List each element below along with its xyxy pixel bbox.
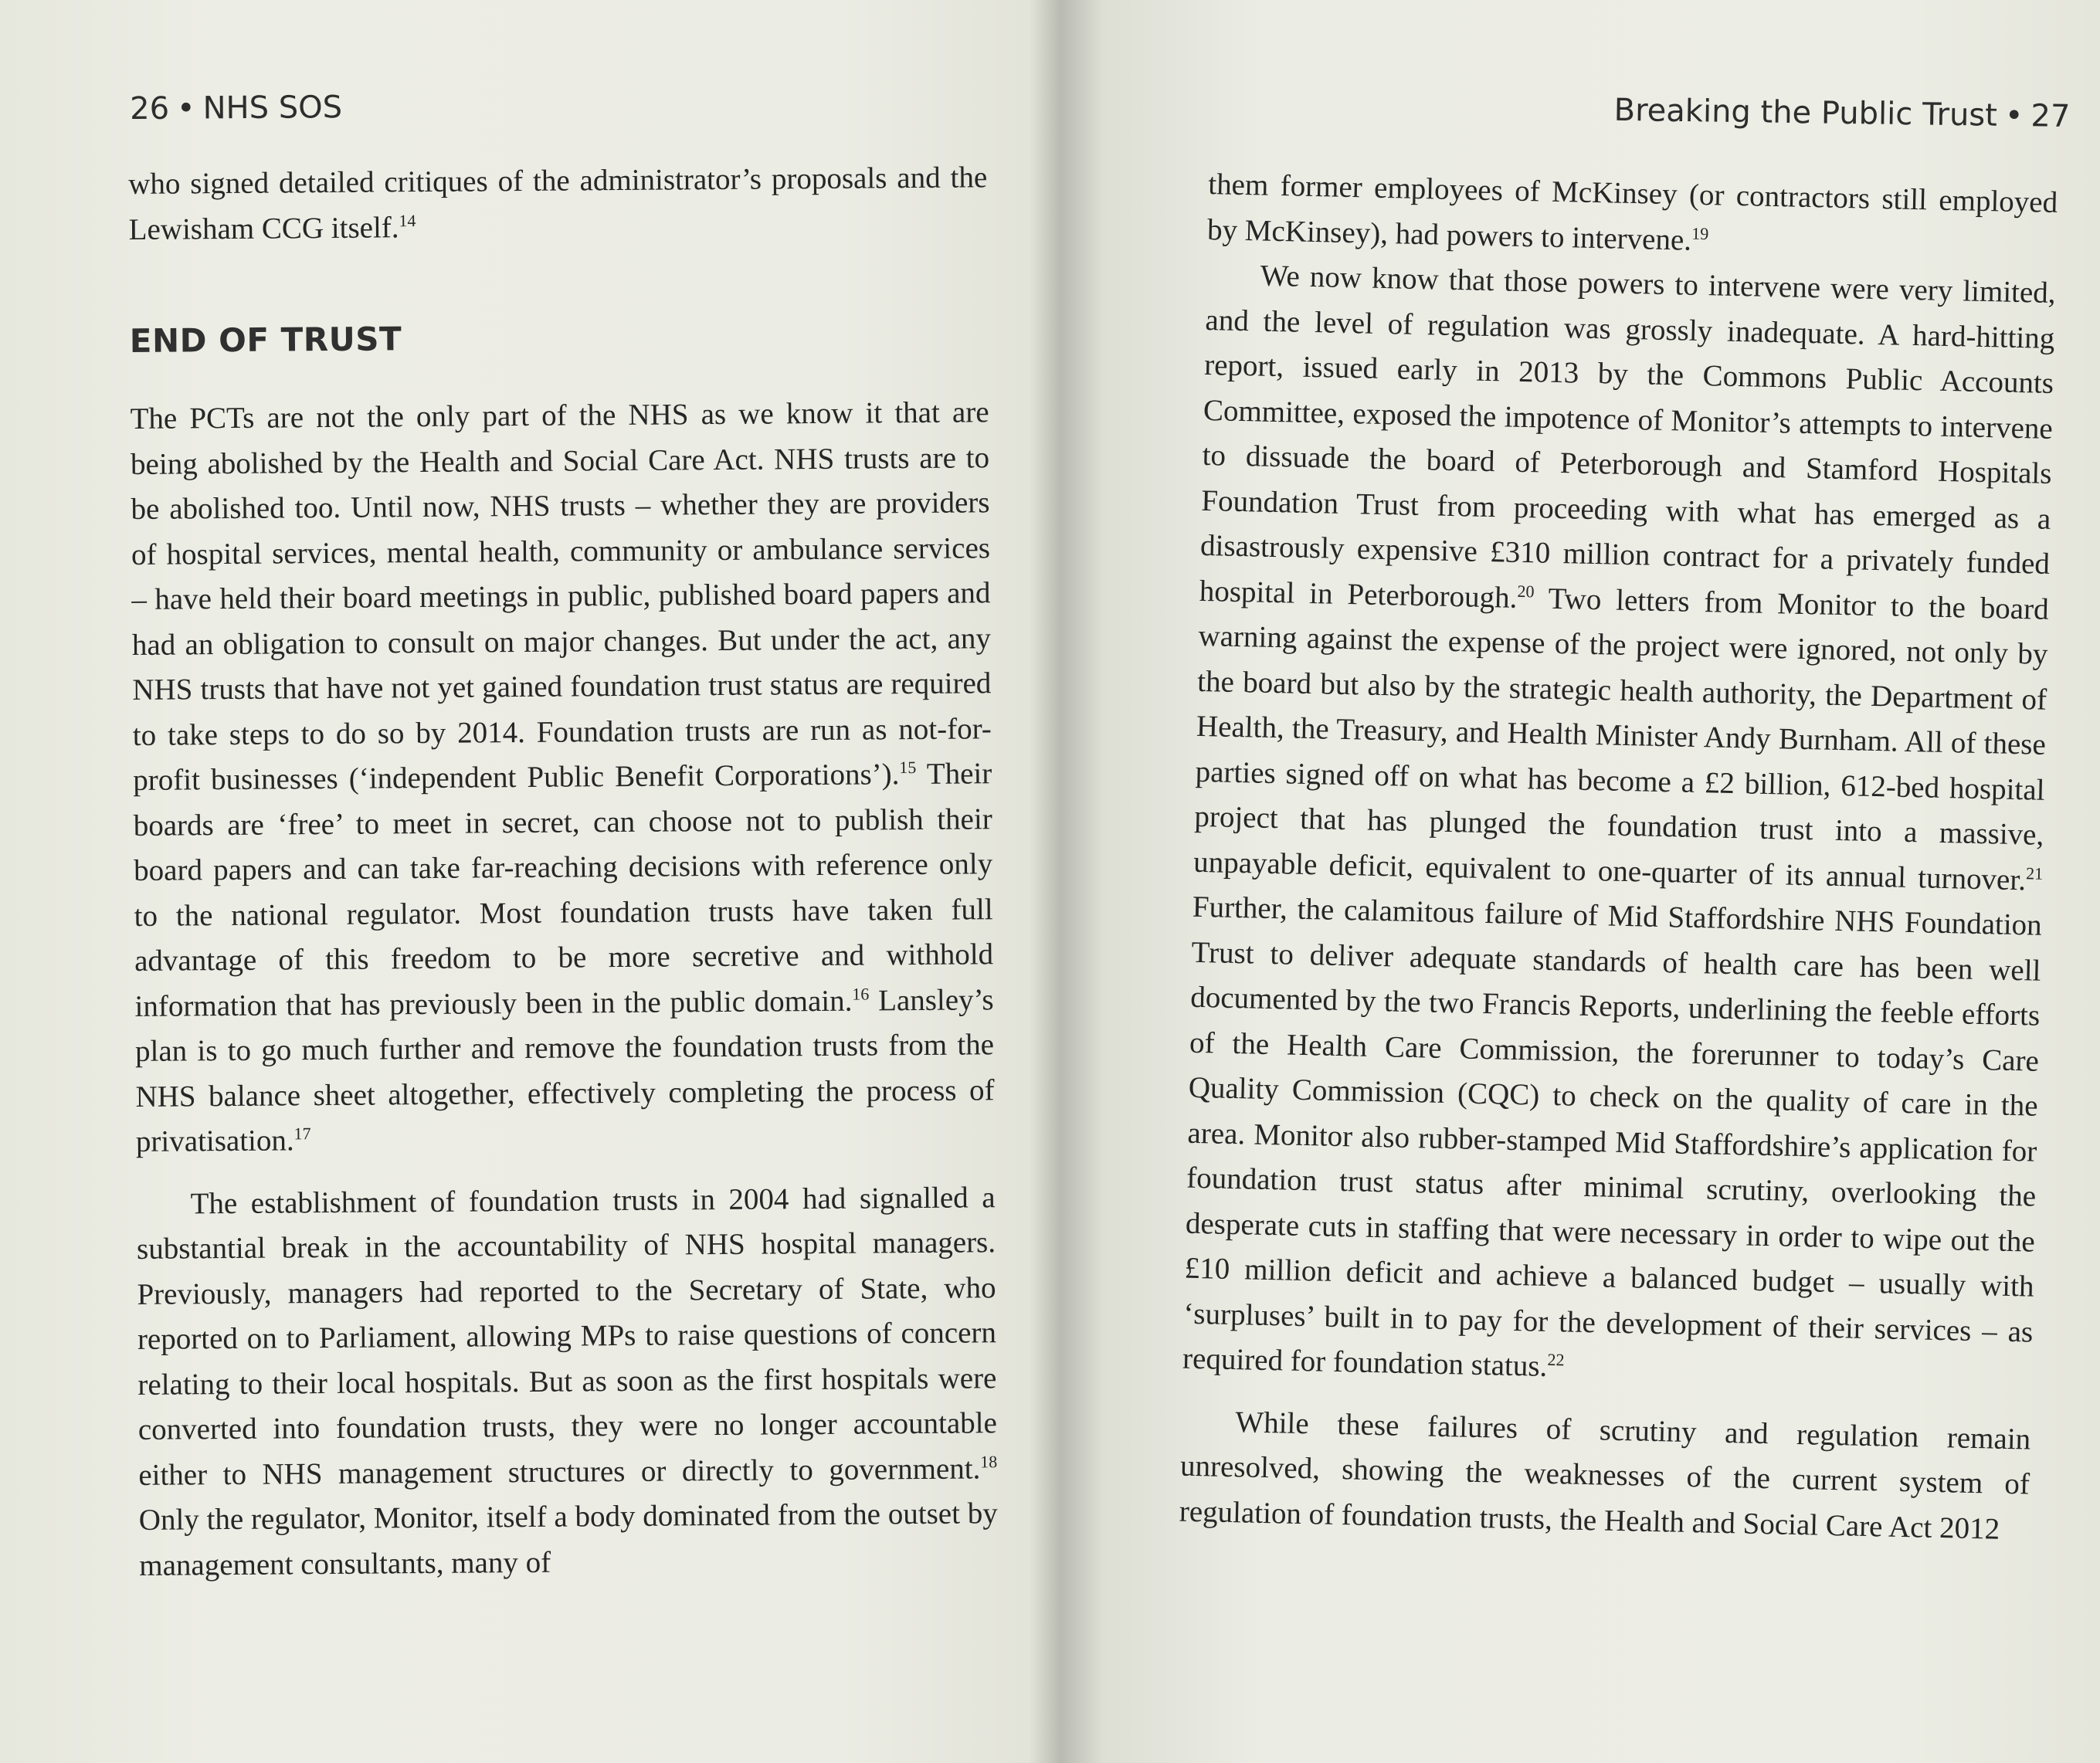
left-running-head [130,90,342,127]
left-text-block [128,155,998,1588]
paragraph-text: Further, the calamitous failure of Mid Staffordshire NHS Foundation Trust to deliver adequate standards of health care has been well documented by the two Francis Reports, underlining the feeble efforts of the Health Care Commission, the forerunner to today’s Care Quality Commission (CQC) to check on the quality of care in the area. Monitor also rubber-stamped Mid Staffordshire’s application for foundation trust status after minimal scrutiny, overlooking the desperate cuts in staffing that were necessary in order to wipe out the £10 million deficit and achieve a balanced budget – usually with ‘surpluses’ built in to pay for the development of their services – as required for foundation status. [1182,890,2043,1383]
footnote-marker: 17 [293,1124,311,1144]
footnote-marker: 19 [1691,223,1709,243]
footnote-marker: 22 [1547,1349,1565,1370]
paragraph-text: them former employees of McKinsey (or contractors still employed by McKinsey), had powers to intervene. [1206,167,2058,257]
left-paragraph-continued [128,155,988,253]
right-page [1077,0,2100,1763]
paragraph-text: Lansley’s plan is to go much further and remove the foundation trusts from the NHS balance sheet altogether, effectively completing the process of privatisation. [134,982,995,1158]
footnote-marker: 15 [899,758,917,778]
footnote-marker: 21 [2025,863,2044,883]
footnote-marker: 16 [852,983,870,1004]
left-page-number: 26 [130,90,170,127]
left-paragraph-2 [136,1175,998,1588]
right-page-number: 27 [2030,98,2071,134]
bullet-separator: • [176,90,195,127]
paragraph-text: The establishment of foundation trusts in 2004 had signalled a substantial break in the accountability of NHS hospital managers. Previously, managers had reported to the Secretary of State, who reported on to Parliament, allowing MPs to raise questions of concern relating to their local hospitals. But as soon as the first hospitals were converted into foundation trusts, they were no longer accountable either to NHS management structures or directly to government. [136,1180,998,1492]
paragraph-text: The PCTs are not the only part of the NHS as we know it that are being abolished by the Health and Social Care Act. NHS trusts are to be abolished too. Until now, NHS trusts – whether they are providers of hospital services, mental health, community or ambulance services – have held their board meetings in public, published board papers and had an obligation to consult on major changes. But under the act, any NHS trusts that have not yet gained foundation trust status are required to take steps to do so by 2014. Foundation trusts are run as not-for-profit businesses (‘independent Public Benefit Corporations’). [130,395,992,797]
footnote-marker: 18 [980,1451,998,1471]
right-paragraph-3 [1179,1399,2031,1552]
right-running-head [1614,93,2071,134]
paragraph-text: We now know that those powers to intervene were very limited, and the level of regulation was grossly inadequate. A hard-hitting report, issued early in 2013 by the Commons Public Accounts Committee, exposed the impotence of Monitor’s attempts to intervene to dissuade the board of Peterborough and Stamford Hospitals Foundation Trust from proceeding with what has emerged as a disastrously expensive £310 million contract for a privately funded hospital in Peterborough. [1199,259,2057,615]
running-title: Breaking the Public Trust [1613,92,1998,134]
book-title: NHS SOS [202,90,343,127]
bullet-separator: • [2004,97,2024,134]
paragraph-text: Their boards are ‘free’ to meet in secret, can choose not to publish their board papers and can take far-reaching decisions with reference only to the national regulator. Most foundation trusts have taken full advantage of this freedom to be more secretive and withhold information that has previously been in the public domain. [133,757,994,1023]
paragraph-text: Only the regulator, Monitor, itself a body dominated from the outset by management consultants, many of [138,1497,998,1582]
section-heading: END OF TRUST [129,320,402,360]
left-page [0,0,1047,1763]
left-paragraph-1 [130,390,995,1165]
right-text-block [1179,162,2058,1553]
paragraph-text: who signed detailed critiques of the administrator’s proposals and the Lewisham CCG itself. [128,161,988,246]
right-paragraph-2 [1182,253,2057,1400]
footnote-marker: 14 [399,210,416,230]
footnote-marker: 20 [1517,581,1535,601]
paragraph-text: Two letters from Monitor to the board warning against the expense of the project were ignored, not only by the board but also by the strategic health authority, the Department of Health, the Treasury, and Health Minister Andy Burnham. All of these parties signed off on what has become a £2 billion, 612-bed hospital project that has plunged the foundation trust into a massive, unpayable deficit, equivalent to one-quarter of its annual turnover. [1192,581,2050,897]
paragraph-text: While these failures of scrutiny and regulation remain unresolved, showing the weaknesses of the current system of regulation of foundation trusts, the Health and Social Care Act 2012 [1179,1405,2031,1546]
